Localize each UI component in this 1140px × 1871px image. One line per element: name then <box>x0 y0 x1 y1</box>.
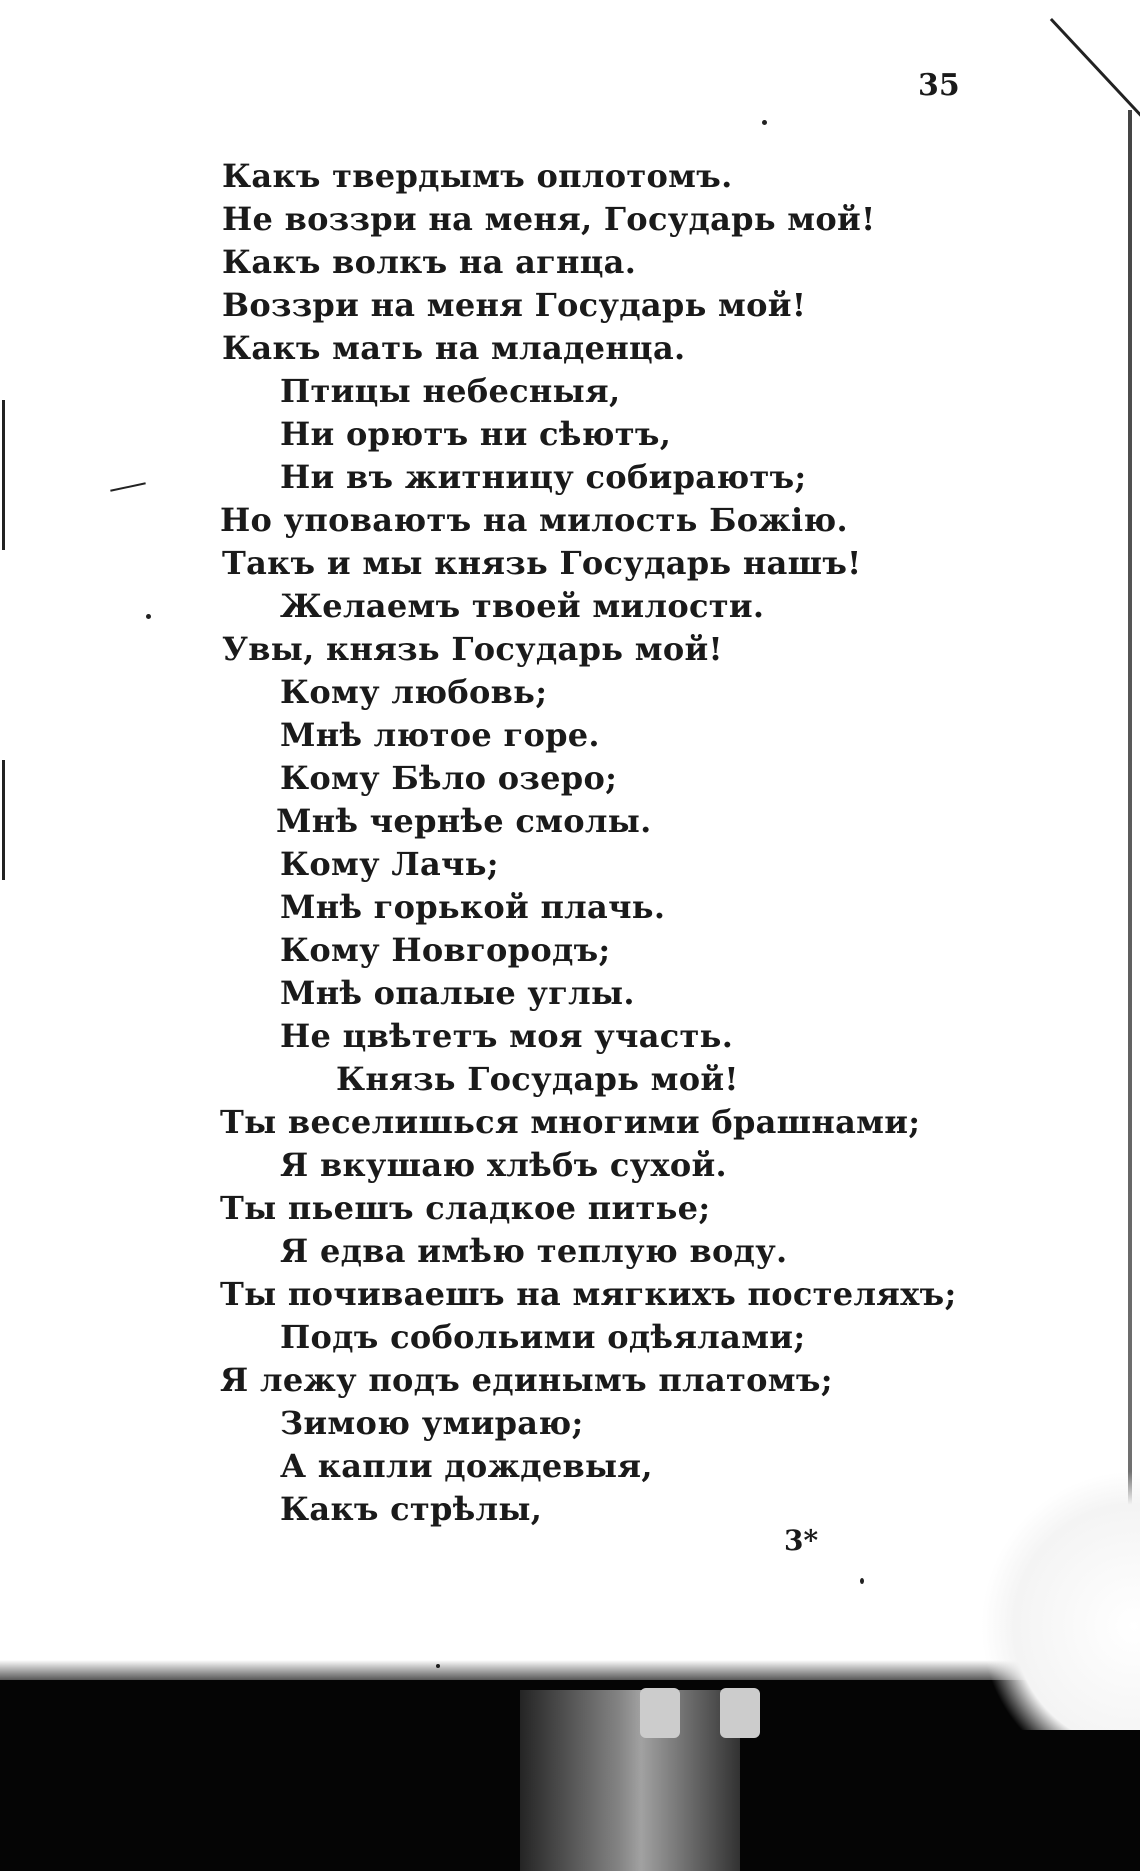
scan-page-edge <box>1128 110 1132 1670</box>
poem-line: Какъ волкъ на агнца. <box>222 243 637 281</box>
poem-line: Ни орютъ ни сѣютъ, <box>280 415 672 453</box>
poem-line: Ни въ житницу собираютъ; <box>280 458 807 496</box>
scanner-clamp-knob <box>640 1688 680 1738</box>
scan-left-mark <box>110 482 146 491</box>
poem-line: Князь Государь мой! <box>336 1060 739 1098</box>
poem-line: Подъ собольими одѣялами; <box>280 1318 806 1356</box>
poem-line: Не воззри на меня, Государь мой! <box>222 200 876 238</box>
poem-line: Птицы небесныя, <box>280 372 621 410</box>
page-number: 35 <box>918 68 960 103</box>
scan-page-curl <box>980 1470 1140 1730</box>
poem-line: Я лежу подъ единымъ платомъ; <box>220 1361 833 1399</box>
scan-left-mark <box>2 760 5 880</box>
scanner-clamp-knob <box>720 1688 760 1738</box>
poem-line: Ты пьешъ сладкое питье; <box>220 1189 711 1227</box>
poem-line: А капли дождевыя, <box>280 1447 653 1485</box>
scan-speck <box>762 120 767 125</box>
poem-line: Кому Новгородъ; <box>280 931 611 969</box>
poem-line: Увы, князь Государь мой! <box>222 630 723 668</box>
poem-line: Какъ мать на младенца. <box>222 329 686 367</box>
scan-speck <box>860 1578 864 1584</box>
poem-line: Мнѣ горькой плачь. <box>280 888 666 926</box>
poem-line: Не цвѣтетъ моя участь. <box>280 1017 734 1055</box>
poem-line: Я вкушаю хлѣбъ сухой. <box>280 1146 728 1184</box>
poem-line: Мнѣ опалые углы. <box>280 974 635 1012</box>
poem-line: Мнѣ лютое горе. <box>280 716 600 754</box>
sheet-signature: 3* <box>784 1524 819 1557</box>
poem-line: Ты веселишься многими брашнами; <box>220 1103 921 1141</box>
poem-line: Кому любовь; <box>280 673 548 711</box>
poem-line: Но уповаютъ на милость Божію. <box>220 501 848 539</box>
poem-line: Зимою умираю; <box>280 1404 584 1442</box>
poem-line: Желаемъ твоей милости. <box>280 587 765 625</box>
poem-line: Кому Бѣло озеро; <box>280 759 618 797</box>
scanner-clamp <box>520 1690 740 1871</box>
poem-line: Кому Лачь; <box>280 845 499 883</box>
poem-line: Ты почиваешъ на мягкихъ постеляхъ; <box>220 1275 957 1313</box>
poem-line: Мнѣ чернѣе смолы. <box>276 802 652 840</box>
poem-line: Какъ твердымъ оплотомъ. <box>222 157 733 195</box>
poem-line: Такъ и мы князь Государь нашъ! <box>222 544 862 582</box>
poem-line: Какъ стрѣлы, <box>280 1490 543 1528</box>
poem-line: Воззри на меня Государь мой! <box>222 286 807 324</box>
scan-fold-line <box>1050 18 1140 130</box>
poem-line: Я едва имѣю теплую воду. <box>280 1232 788 1270</box>
scan-speck <box>146 614 151 619</box>
scan-left-mark <box>2 400 5 550</box>
